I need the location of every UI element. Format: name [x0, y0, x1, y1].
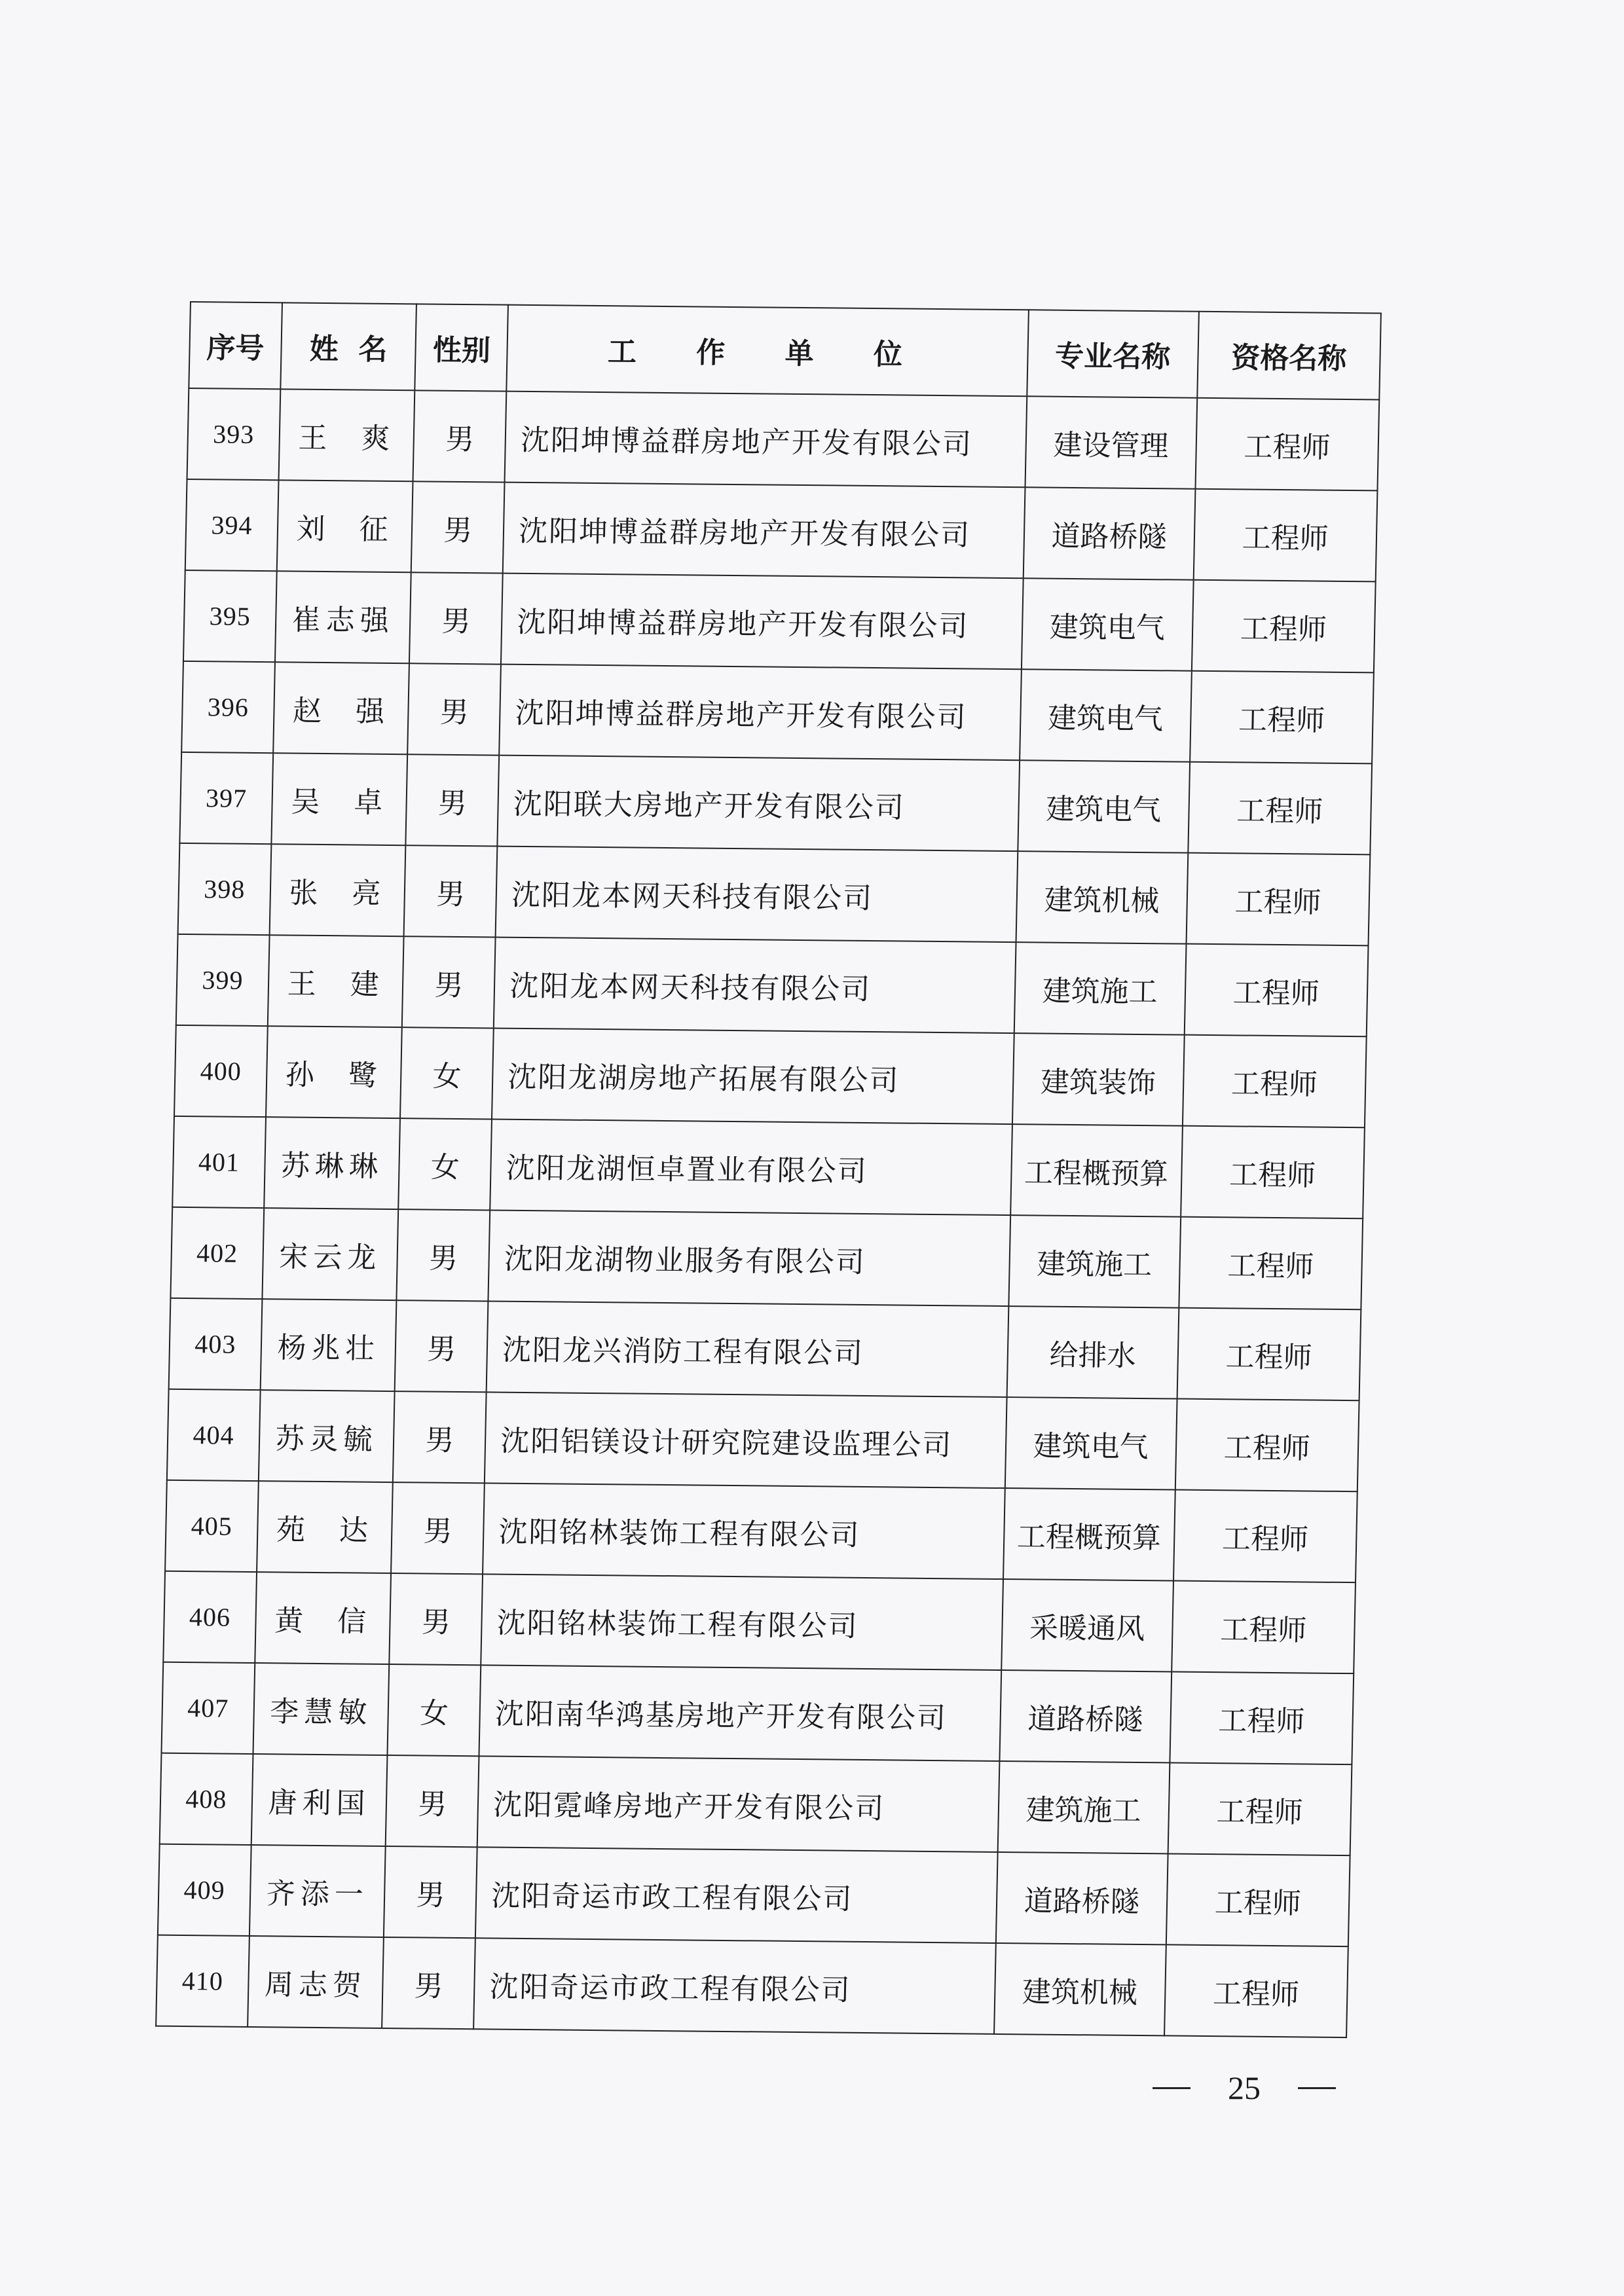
cell-serial-number: 401 [172, 1116, 266, 1208]
table-row [179, 752, 1372, 854]
table-row [183, 570, 1376, 672]
cell-name: 吴 卓 [271, 753, 408, 845]
cell-name: 齐添一 [249, 1845, 386, 1937]
cell-name: 李慧敏 [253, 1663, 390, 1755]
table-row [167, 1389, 1359, 1491]
cell-major: 道路桥隧 [1023, 487, 1195, 579]
page-footer [1153, 2069, 1336, 2107]
cell-work-unit: 沈阳奇运市政工程有限公司 [475, 1847, 997, 1943]
cell-work-unit: 沈阳铭林装饰工程有限公司 [481, 1574, 1003, 1670]
cell-serial-number: 395 [183, 570, 277, 662]
cell-work-unit: 沈阳坤博益群房地产开发有限公司 [499, 665, 1021, 761]
cell-serial-number: 399 [176, 934, 270, 1026]
cell-name: 刘 征 [276, 480, 413, 572]
cell-major: 建筑电气 [1005, 1397, 1177, 1489]
cell-serial-number: 402 [170, 1207, 264, 1299]
cell-major: 工程概预算 [1003, 1488, 1175, 1580]
header-gender: 性别 [415, 304, 508, 391]
table-row [170, 1207, 1363, 1309]
cell-gender: 男 [393, 1391, 487, 1483]
cell-work-unit: 沈阳南华鸿基房地产开发有限公司 [479, 1665, 1001, 1761]
cell-name: 唐利国 [251, 1754, 388, 1846]
cell-gender: 男 [395, 1300, 489, 1392]
cell-qualification: 工程师 [1177, 1308, 1361, 1401]
cell-serial-number: 404 [167, 1389, 261, 1481]
cell-name: 崔志强 [275, 571, 412, 663]
roster-table [155, 301, 1382, 2038]
cell-serial-number: 406 [163, 1571, 257, 1663]
footer-dash-right [1298, 2087, 1336, 2089]
table-row [185, 479, 1378, 581]
cell-name: 苏琳琳 [264, 1117, 401, 1209]
table-row [160, 1753, 1352, 1855]
cell-gender: 女 [388, 1664, 481, 1756]
cell-qualification: 工程师 [1191, 580, 1375, 673]
cell-major: 给排水 [1006, 1306, 1179, 1398]
cell-serial-number: 397 [179, 752, 273, 844]
cell-work-unit: 沈阳坤博益群房地产开发有限公司 [501, 574, 1023, 670]
header-name-label: 姓 名 [309, 332, 388, 367]
cell-major: 建筑装饰 [1012, 1033, 1185, 1125]
header-serial-number: 序号 [189, 302, 282, 389]
cell-work-unit: 沈阳铭林装饰工程有限公司 [483, 1483, 1005, 1579]
cell-gender: 男 [411, 481, 505, 573]
header-name [280, 302, 416, 390]
cell-name: 赵 强 [273, 662, 410, 754]
cell-name: 周志贺 [248, 1936, 384, 2028]
cell-serial-number: 407 [161, 1662, 255, 1754]
cell-qualification: 工程师 [1190, 671, 1374, 764]
cell-work-unit: 沈阳联大房地产开发有限公司 [498, 756, 1020, 852]
header-major: 专业名称 [1027, 310, 1198, 397]
cell-qualification: 工程师 [1181, 1126, 1365, 1219]
cell-major: 采暖通风 [1001, 1579, 1173, 1671]
table-row [165, 1480, 1357, 1582]
cell-serial-number: 409 [158, 1844, 251, 1936]
cell-name: 苑 达 [257, 1481, 394, 1573]
cell-major: 建筑施工 [1014, 942, 1186, 1034]
cell-serial-number: 403 [169, 1298, 263, 1390]
cell-gender: 男 [386, 1755, 479, 1847]
table-row [169, 1298, 1361, 1400]
cell-major: 建筑施工 [1008, 1215, 1181, 1307]
cell-major: 建筑电气 [1020, 669, 1192, 761]
cell-gender: 男 [390, 1573, 483, 1665]
cell-name: 张 亮 [269, 844, 406, 936]
cell-gender: 男 [404, 845, 498, 937]
cell-major: 建筑机械 [1016, 851, 1188, 943]
cell-work-unit: 沈阳龙本网天科技有限公司 [494, 938, 1016, 1034]
cell-name: 王 爽 [278, 389, 415, 481]
cell-work-unit: 沈阳奇运市政工程有限公司 [473, 1938, 995, 2034]
cell-gender: 女 [399, 1118, 492, 1210]
table-row [172, 1116, 1365, 1218]
cell-serial-number: 393 [187, 388, 281, 480]
cell-name: 杨兆壮 [260, 1299, 397, 1391]
cell-major: 建设管理 [1025, 396, 1197, 488]
cell-name: 苏灵毓 [259, 1390, 396, 1482]
table-body [156, 388, 1379, 2037]
cell-qualification: 工程师 [1175, 1399, 1359, 1492]
table-row [156, 1935, 1348, 2037]
table-row [163, 1571, 1356, 1673]
header-work-unit-label: 工 作 单 位 [607, 335, 928, 372]
cell-work-unit: 沈阳坤博益群房地产开发有限公司 [505, 392, 1027, 488]
cell-work-unit: 沈阳铝镁设计研究院建设监理公司 [485, 1392, 1006, 1488]
cell-qualification: 工程师 [1172, 1581, 1356, 1674]
cell-major: 工程概预算 [1010, 1124, 1183, 1216]
cell-gender: 男 [409, 572, 503, 664]
cell-qualification: 工程师 [1193, 489, 1377, 582]
header-qualification: 资格名称 [1197, 312, 1381, 400]
cell-gender: 男 [413, 390, 507, 482]
cell-gender: 男 [402, 936, 496, 1028]
cell-serial-number: 396 [181, 661, 275, 753]
cell-name: 宋云龙 [262, 1208, 399, 1300]
cell-major: 建筑机械 [994, 1943, 1166, 2035]
table-row [187, 388, 1380, 490]
cell-serial-number: 398 [178, 843, 272, 935]
cell-qualification: 工程师 [1173, 1490, 1357, 1583]
cell-work-unit: 沈阳龙湖房地产拓展有限公司 [492, 1029, 1014, 1125]
table-row [176, 934, 1369, 1036]
cell-qualification: 工程师 [1164, 1944, 1348, 2037]
cell-gender: 男 [391, 1482, 485, 1574]
cell-name: 王 建 [268, 935, 405, 1027]
cell-gender: 男 [408, 663, 502, 755]
cell-serial-number: 410 [156, 1935, 249, 2027]
cell-qualification: 工程师 [1170, 1671, 1354, 1764]
cell-qualification: 工程师 [1179, 1217, 1363, 1310]
cell-major: 道路桥隧 [999, 1670, 1172, 1762]
cell-gender: 男 [384, 1846, 477, 1938]
cell-qualification: 工程师 [1195, 398, 1379, 491]
cell-name: 黄 信 [255, 1572, 392, 1664]
cell-qualification: 工程师 [1186, 853, 1370, 946]
cell-work-unit: 沈阳龙兴消防工程有限公司 [487, 1301, 1008, 1397]
table-row [178, 843, 1371, 945]
cell-gender: 男 [397, 1209, 490, 1301]
table-header-row [189, 302, 1381, 399]
cell-qualification: 工程师 [1168, 1762, 1352, 1855]
cell-gender: 男 [406, 754, 500, 846]
cell-work-unit: 沈阳龙湖物业服务有限公司 [489, 1210, 1010, 1306]
cell-serial-number: 408 [160, 1753, 253, 1845]
cell-serial-number: 394 [185, 479, 279, 571]
table-row [158, 1844, 1350, 1946]
cell-serial-number: 400 [174, 1025, 268, 1117]
cell-work-unit: 沈阳龙本网天科技有限公司 [496, 847, 1018, 943]
cell-major: 建筑电气 [1022, 578, 1194, 670]
cell-major: 建筑电气 [1018, 760, 1190, 852]
footer-dash-left [1153, 2087, 1190, 2089]
header-work-unit [506, 305, 1028, 397]
cell-work-unit: 沈阳龙湖恒卓置业有限公司 [490, 1119, 1012, 1215]
table-row [181, 661, 1374, 763]
cell-work-unit: 沈阳霓峰房地产开发有限公司 [477, 1756, 999, 1852]
table-row [161, 1662, 1354, 1764]
cell-qualification: 工程师 [1166, 1853, 1350, 1946]
cell-work-unit: 沈阳坤博益群房地产开发有限公司 [503, 483, 1025, 579]
cell-qualification: 工程师 [1182, 1035, 1366, 1128]
table-row [174, 1025, 1367, 1127]
cell-serial-number: 405 [165, 1480, 259, 1572]
cell-major: 道路桥隧 [996, 1852, 1168, 1944]
cell-name: 孙 鹭 [266, 1026, 403, 1118]
cell-gender: 女 [400, 1027, 494, 1119]
cell-major: 建筑施工 [997, 1761, 1170, 1853]
cell-gender: 男 [382, 1937, 476, 2029]
page-number: 25 [1228, 2069, 1261, 2106]
cell-qualification: 工程师 [1188, 762, 1372, 855]
cell-qualification: 工程师 [1184, 944, 1368, 1037]
